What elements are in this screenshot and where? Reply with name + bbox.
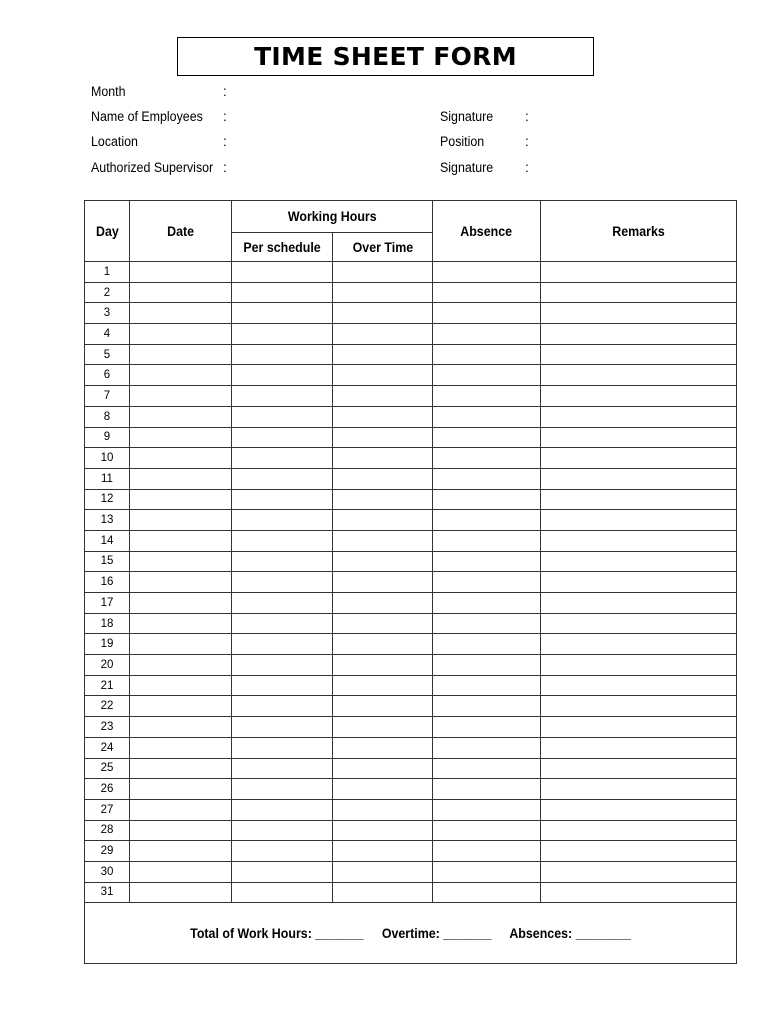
header-over-time: Over Time [333, 233, 433, 262]
signature-label: Signature [440, 109, 494, 124]
absence-cell[interactable] [433, 655, 541, 676]
remarks-cell[interactable] [541, 303, 737, 324]
table-row [85, 841, 737, 862]
per-schedule-cell[interactable] [232, 530, 333, 551]
day-cell: 10 [85, 448, 130, 469]
table-row [85, 344, 737, 365]
date-cell[interactable] [130, 737, 232, 758]
over-time-cell[interactable] [333, 386, 433, 407]
over-time-cell[interactable] [333, 737, 433, 758]
day-cell: 30 [85, 861, 130, 882]
remarks-cell[interactable] [541, 551, 737, 572]
absence-cell[interactable] [433, 841, 541, 862]
over-time-cell[interactable] [333, 530, 433, 551]
over-time-cell[interactable] [333, 820, 433, 841]
supervisor-signature-label: Signature [440, 160, 494, 175]
day-cell: 27 [85, 799, 130, 820]
date-cell[interactable] [130, 717, 232, 738]
remarks-cell[interactable] [541, 386, 737, 407]
table-row [85, 758, 737, 779]
table-row [85, 282, 737, 303]
date-cell[interactable] [130, 551, 232, 572]
day-cell: 6 [85, 365, 130, 386]
remarks-cell[interactable] [541, 324, 737, 345]
over-time-cell[interactable] [333, 510, 433, 531]
table-row [85, 593, 737, 614]
per-schedule-cell[interactable] [232, 758, 333, 779]
remarks-cell[interactable] [541, 737, 737, 758]
header-day: Day [85, 201, 130, 262]
totals-row [85, 903, 737, 964]
table-row [85, 882, 737, 903]
supervisor-colon: : [223, 160, 227, 175]
date-cell[interactable] [130, 841, 232, 862]
absence-cell[interactable] [433, 262, 541, 283]
total-absences: Absences: ________ [509, 925, 631, 941]
remarks-cell[interactable] [541, 448, 737, 469]
date-cell[interactable] [130, 882, 232, 903]
date-cell[interactable] [130, 696, 232, 717]
absence-cell[interactable] [433, 572, 541, 593]
absence-cell[interactable] [433, 365, 541, 386]
signature-colon: : [525, 109, 529, 124]
day-cell: 19 [85, 634, 130, 655]
per-schedule-cell[interactable] [232, 593, 333, 614]
remarks-cell[interactable] [541, 820, 737, 841]
header-remarks: Remarks [541, 201, 737, 262]
header-date: Date [130, 201, 232, 262]
remarks-cell[interactable] [541, 530, 737, 551]
date-cell[interactable] [130, 530, 232, 551]
month-label: Month [91, 84, 126, 99]
over-time-cell[interactable] [333, 675, 433, 696]
day-cell: 22 [85, 696, 130, 717]
per-schedule-cell[interactable] [232, 882, 333, 903]
day-cell: 16 [85, 572, 130, 593]
absence-cell[interactable] [433, 427, 541, 448]
date-cell[interactable] [130, 427, 232, 448]
over-time-cell[interactable] [333, 427, 433, 448]
date-cell[interactable] [130, 262, 232, 283]
remarks-cell[interactable] [541, 262, 737, 283]
table-row [85, 634, 737, 655]
date-cell[interactable] [130, 861, 232, 882]
absence-cell[interactable] [433, 510, 541, 531]
date-cell[interactable] [130, 344, 232, 365]
total-overtime: Overtime: _______ [381, 925, 492, 941]
per-schedule-cell[interactable] [232, 779, 333, 800]
absence-cell[interactable] [433, 324, 541, 345]
day-cell: 25 [85, 758, 130, 779]
date-cell[interactable] [130, 489, 232, 510]
per-schedule-cell[interactable] [232, 675, 333, 696]
location-colon: : [223, 134, 227, 149]
remarks-cell[interactable] [541, 613, 737, 634]
day-cell: 28 [85, 820, 130, 841]
per-schedule-cell[interactable] [232, 427, 333, 448]
absence-cell[interactable] [433, 406, 541, 427]
per-schedule-cell[interactable] [232, 841, 333, 862]
per-schedule-cell[interactable] [232, 262, 333, 283]
date-cell[interactable] [130, 758, 232, 779]
absence-cell[interactable] [433, 799, 541, 820]
over-time-cell[interactable] [333, 303, 433, 324]
absence-cell[interactable] [433, 861, 541, 882]
absence-cell[interactable] [433, 820, 541, 841]
day-cell: 11 [85, 468, 130, 489]
absence-cell[interactable] [433, 386, 541, 407]
day-cell: 21 [85, 675, 130, 696]
date-cell[interactable] [130, 675, 232, 696]
absence-cell[interactable] [433, 489, 541, 510]
day-cell: 1 [85, 262, 130, 283]
table-row [85, 551, 737, 572]
per-schedule-cell[interactable] [232, 303, 333, 324]
remarks-cell[interactable] [541, 427, 737, 448]
date-cell[interactable] [130, 799, 232, 820]
over-time-cell[interactable] [333, 406, 433, 427]
absence-cell[interactable] [433, 717, 541, 738]
absence-cell[interactable] [433, 675, 541, 696]
table-row [85, 530, 737, 551]
absence-cell[interactable] [433, 779, 541, 800]
day-cell: 7 [85, 386, 130, 407]
remarks-cell[interactable] [541, 696, 737, 717]
per-schedule-cell[interactable] [232, 406, 333, 427]
per-schedule-cell[interactable] [232, 468, 333, 489]
date-cell[interactable] [130, 593, 232, 614]
remarks-cell[interactable] [541, 344, 737, 365]
per-schedule-cell[interactable] [232, 696, 333, 717]
remarks-cell[interactable] [541, 593, 737, 614]
per-schedule-cell[interactable] [232, 489, 333, 510]
table-row [85, 572, 737, 593]
header-absence: Absence [433, 201, 541, 262]
over-time-cell[interactable] [333, 655, 433, 676]
remarks-cell[interactable] [541, 675, 737, 696]
absence-cell[interactable] [433, 530, 541, 551]
table-row [85, 799, 737, 820]
per-schedule-cell[interactable] [232, 448, 333, 469]
date-cell[interactable] [130, 448, 232, 469]
remarks-cell[interactable] [541, 861, 737, 882]
table-row [85, 448, 737, 469]
per-schedule-cell[interactable] [232, 510, 333, 531]
table-row [85, 489, 737, 510]
per-schedule-cell[interactable] [232, 572, 333, 593]
over-time-cell[interactable] [333, 841, 433, 862]
table-row [85, 737, 737, 758]
date-cell[interactable] [130, 572, 232, 593]
remarks-cell[interactable] [541, 468, 737, 489]
table-row [85, 675, 737, 696]
supervisor-label: Authorized Supervisor [91, 160, 214, 175]
supervisor-signature-colon: : [525, 160, 529, 175]
per-schedule-cell[interactable] [232, 365, 333, 386]
per-schedule-cell[interactable] [232, 820, 333, 841]
remarks-cell[interactable] [541, 365, 737, 386]
over-time-cell[interactable] [333, 324, 433, 345]
day-cell: 5 [85, 344, 130, 365]
per-schedule-cell[interactable] [232, 717, 333, 738]
employees-colon: : [223, 109, 227, 124]
over-time-cell[interactable] [333, 882, 433, 903]
per-schedule-cell[interactable] [232, 551, 333, 572]
date-cell[interactable] [130, 282, 232, 303]
table-row [85, 510, 737, 531]
per-schedule-cell[interactable] [232, 613, 333, 634]
table-row [85, 386, 737, 407]
remarks-cell[interactable] [541, 882, 737, 903]
absence-cell[interactable] [433, 758, 541, 779]
over-time-cell[interactable] [333, 696, 433, 717]
per-schedule-cell[interactable] [232, 324, 333, 345]
day-cell: 29 [85, 841, 130, 862]
remarks-cell[interactable] [541, 489, 737, 510]
table-row [85, 262, 737, 283]
date-cell[interactable] [130, 820, 232, 841]
over-time-cell[interactable] [333, 282, 433, 303]
over-time-cell[interactable] [333, 468, 433, 489]
over-time-cell[interactable] [333, 758, 433, 779]
per-schedule-cell[interactable] [232, 737, 333, 758]
over-time-cell[interactable] [333, 634, 433, 655]
table-row [85, 324, 737, 345]
table-row [85, 365, 737, 386]
date-cell[interactable] [130, 386, 232, 407]
remarks-cell[interactable] [541, 717, 737, 738]
per-schedule-cell[interactable] [232, 861, 333, 882]
absence-cell[interactable] [433, 468, 541, 489]
remarks-cell[interactable] [541, 510, 737, 531]
absence-cell[interactable] [433, 344, 541, 365]
table-row [85, 820, 737, 841]
remarks-cell[interactable] [541, 758, 737, 779]
day-cell: 31 [85, 882, 130, 903]
day-cell: 3 [85, 303, 130, 324]
table-row [85, 717, 737, 738]
table-row [85, 655, 737, 676]
remarks-cell[interactable] [541, 841, 737, 862]
day-cell: 8 [85, 406, 130, 427]
remarks-cell[interactable] [541, 282, 737, 303]
table-row [85, 468, 737, 489]
over-time-cell[interactable] [333, 613, 433, 634]
absence-cell[interactable] [433, 737, 541, 758]
day-cell: 2 [85, 282, 130, 303]
date-cell[interactable] [130, 634, 232, 655]
day-cell: 15 [85, 551, 130, 572]
over-time-cell[interactable] [333, 262, 433, 283]
position-label: Position [440, 134, 485, 149]
absence-cell[interactable] [433, 448, 541, 469]
table-row [85, 406, 737, 427]
remarks-cell[interactable] [541, 655, 737, 676]
timesheet-table [84, 200, 737, 964]
over-time-cell[interactable] [333, 365, 433, 386]
date-cell[interactable] [130, 324, 232, 345]
remarks-cell[interactable] [541, 799, 737, 820]
over-time-cell[interactable] [333, 572, 433, 593]
day-cell: 13 [85, 510, 130, 531]
date-cell[interactable] [130, 655, 232, 676]
over-time-cell[interactable] [333, 489, 433, 510]
per-schedule-cell[interactable] [232, 344, 333, 365]
table-row [85, 303, 737, 324]
day-cell: 4 [85, 324, 130, 345]
location-label: Location [91, 134, 138, 149]
over-time-cell[interactable] [333, 448, 433, 469]
header-per-schedule: Per schedule [232, 233, 333, 262]
absence-cell[interactable] [433, 882, 541, 903]
date-cell[interactable] [130, 468, 232, 489]
over-time-cell[interactable] [333, 344, 433, 365]
date-cell[interactable] [130, 365, 232, 386]
absence-cell[interactable] [433, 593, 541, 614]
absence-cell[interactable] [433, 303, 541, 324]
table-row [85, 427, 737, 448]
absence-cell[interactable] [433, 696, 541, 717]
day-cell: 20 [85, 655, 130, 676]
day-cell: 18 [85, 613, 130, 634]
per-schedule-cell[interactable] [232, 282, 333, 303]
table-row [85, 613, 737, 634]
total-work-hours: Total of Work Hours: _______ [190, 925, 364, 941]
date-cell[interactable] [130, 510, 232, 531]
over-time-cell[interactable] [333, 593, 433, 614]
remarks-cell[interactable] [541, 779, 737, 800]
day-cell: 14 [85, 530, 130, 551]
remarks-cell[interactable] [541, 406, 737, 427]
date-cell[interactable] [130, 303, 232, 324]
table-row [85, 779, 737, 800]
absence-cell[interactable] [433, 282, 541, 303]
per-schedule-cell[interactable] [232, 799, 333, 820]
absence-cell[interactable] [433, 613, 541, 634]
absence-cell[interactable] [433, 551, 541, 572]
table-row [85, 696, 737, 717]
day-cell: 9 [85, 427, 130, 448]
per-schedule-cell[interactable] [232, 634, 333, 655]
remarks-cell[interactable] [541, 634, 737, 655]
month-colon: : [223, 84, 227, 99]
day-cell: 12 [85, 489, 130, 510]
per-schedule-cell[interactable] [232, 655, 333, 676]
table-row [85, 861, 737, 882]
position-colon: : [525, 134, 529, 149]
over-time-cell[interactable] [333, 861, 433, 882]
over-time-cell[interactable] [333, 717, 433, 738]
absence-cell[interactable] [433, 634, 541, 655]
over-time-cell[interactable] [333, 779, 433, 800]
day-cell: 17 [85, 593, 130, 614]
over-time-cell[interactable] [333, 799, 433, 820]
day-cell: 23 [85, 717, 130, 738]
date-cell[interactable] [130, 406, 232, 427]
day-cell: 24 [85, 737, 130, 758]
date-cell[interactable] [130, 779, 232, 800]
date-cell[interactable] [130, 613, 232, 634]
day-cell: 26 [85, 779, 130, 800]
remarks-cell[interactable] [541, 572, 737, 593]
header-working-hours: Working Hours [232, 201, 433, 233]
per-schedule-cell[interactable] [232, 386, 333, 407]
form-title: TIME SHEET FORM [177, 37, 594, 76]
over-time-cell[interactable] [333, 551, 433, 572]
employees-label: Name of Employees [91, 109, 203, 124]
